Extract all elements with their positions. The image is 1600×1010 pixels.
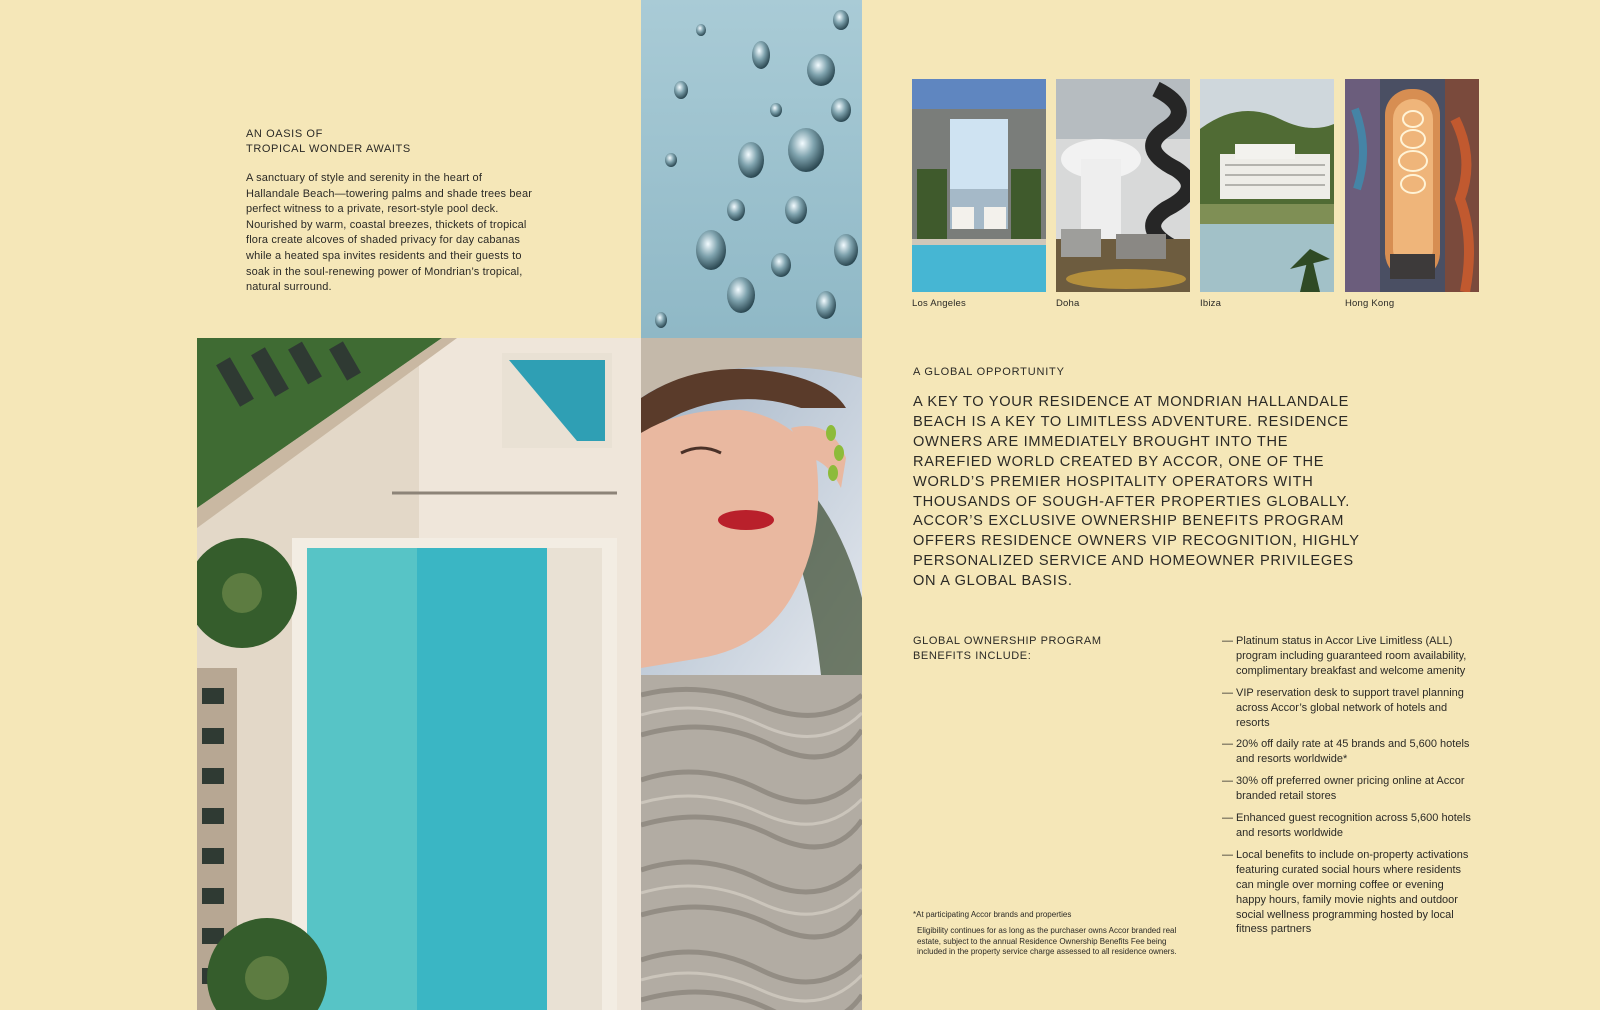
global-opportunity-label: A GLOBAL OPPORTUNITY — [913, 366, 1065, 378]
benefit-item: — 30% off preferred owner pricing online at Accor branded retail stores — [1222, 774, 1472, 804]
destination-los-angeles — [912, 79, 1046, 309]
benefits-list — [1222, 634, 1472, 944]
benefit-item: — VIP reservation desk to support travel planning across Accor’s global network of hotels and resorts — [1222, 686, 1472, 731]
destination-caption: Ibiza — [1200, 298, 1222, 309]
program-heading-line2: BENEFITS INCLUDE: — [913, 649, 1032, 662]
footnote-eligibility: Eligibility continues for as long as the purchaser owns Accor branded real estate, subject to the annual Residence Ownership Benefits Fee being included in the property service charge assessed to all residence owners. — [917, 926, 1177, 957]
oasis-body: A sanctuary of style and serenity in the heart of Hallandale Beach—towering palms and shade trees bear perfect witness to a private, resort-style pool deck. Nourished by warm, coastal breezes, thickets of tropical flora create alcoves of shaded privacy for day cabanas while a heated spa invites residents and their guests to soak in the soul-renewing power of Mondrian’s tropical, natural surround. — [246, 172, 533, 294]
benefit-item: — 20% off daily rate at 45 brands and 5,600 hotels and resorts worldwide* — [1222, 737, 1472, 767]
benefit-item: — Local benefits to include on-property activations featuring curated social hours where residents can mingle over morning coffee or evening happy hours, family movie nights and outdoor social wellness programming hosted by local fitness partners — [1222, 848, 1472, 937]
destination-hong-kong — [1345, 79, 1479, 309]
destination-caption: Hong Kong — [1345, 298, 1395, 309]
oasis-heading-line1: AN OASIS OF — [246, 128, 323, 140]
destination-ibiza — [1200, 79, 1334, 309]
program-heading-line1: GLOBAL OWNERSHIP PROGRAM — [913, 635, 1102, 647]
water-droplets-photo — [641, 0, 862, 338]
sand-ripples-photo — [641, 675, 862, 1010]
benefit-item: — Enhanced guest recognition across 5,600 hotels and resorts worldwide — [1222, 811, 1472, 841]
ibiza-photo — [1200, 79, 1334, 292]
woman-portrait-photo — [641, 338, 862, 675]
destination-doha — [1056, 79, 1190, 309]
benefit-item: — Platinum status in Accor Live Limitless (ALL) program including guaranteed room availability, complimentary breakfast and welcome amenity — [1222, 634, 1472, 679]
los-angeles-photo — [912, 79, 1046, 292]
destination-caption: Doha — [1056, 298, 1080, 309]
footnote-participating: *At participating Accor brands and properties — [913, 910, 1072, 919]
global-opportunity-statement: A KEY TO YOUR RESIDENCE AT MONDRIAN HALLANDALE BEACH IS A KEY TO LIMITLESS ADVENTURE. RESIDENCE OWNERS ARE IMMEDIATELY BROUGHT INTO THE RAREFIED WORLD CREATED BY ACCOR, ONE OF THE WORLD’S PREMIER HOSPITALITY OPERATORS WITH THOUSANDS OF SOUGH-AFTER PROPERTIES GLOBALLY. ACCOR’S EXCLUSIVE OWNERSHIP BENEFITS PROGRAM OFFERS RESIDENCE OWNERS VIP RECOGNITION, HIGHLY PERSONALIZED SERVICE AND HOMEOWNER PRIVILEGES ON A GLOBAL BASIS. — [913, 394, 1360, 590]
doha-photo — [1056, 79, 1190, 292]
hong-kong-photo — [1345, 79, 1479, 292]
oasis-heading — [246, 127, 546, 157]
oasis-heading-line2: TROPICAL WONDER AWAITS — [246, 143, 411, 155]
destination-caption: Los Angeles — [912, 298, 966, 309]
aerial-pool-photo — [197, 338, 641, 1010]
program-benefits-heading — [913, 634, 1133, 663]
